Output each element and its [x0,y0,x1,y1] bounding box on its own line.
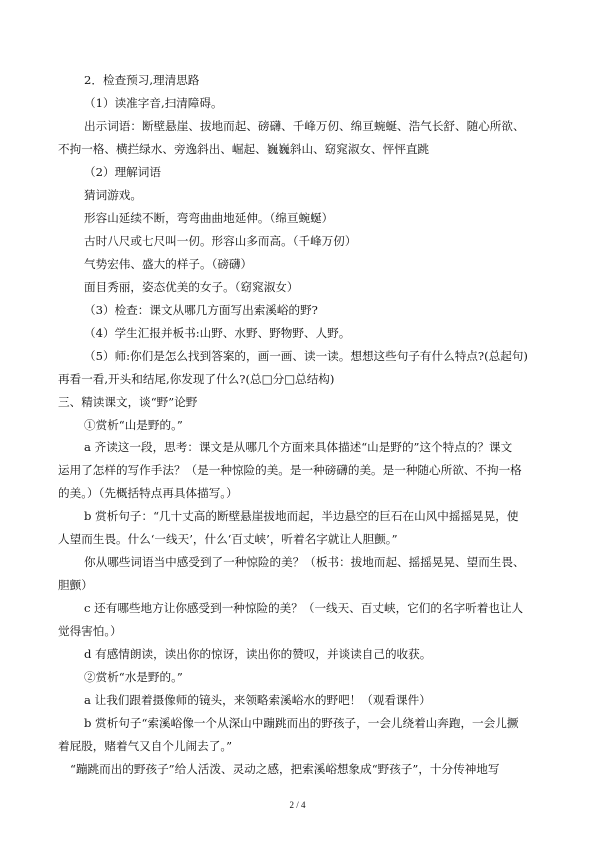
paragraph: 出示词语：断壁悬崖、拔地而起、磅礴、千峰万仞、绵亘蜿蜒、浩气长舒、随心所欲、 [84,119,525,133]
paragraph: b 赏析句子：“几十丈高的断壁悬崖拔地而起，半边悬空的巨石在山风中摇摇晃晃，使 [84,509,519,523]
paragraph: ②赏析“水是野的。” [84,670,183,684]
paragraph: a 让我们跟着摄像师的镜头，来领略索溪峪水的野吧！（观看课件） [84,693,431,707]
paragraph: 着屁股，赌着气又自个儿闹去了。” [58,739,233,753]
paragraph: （1）读准字音,扫清障碍。 [84,96,223,110]
paragraph: （3）检查：课文从哪几方面写出索溪峪的野? [84,303,318,317]
paragraph: （5）师:你们是怎么找到答案的，画一画、读一读。想想这些句子有什么特点?(总起句) [84,349,528,363]
paragraph: 猜词游戏。 [84,188,142,202]
paragraph: d 有感情朗读，读出你的惊讶，读出你的赞叹，并谈读自己的收获。 [84,647,432,661]
paragraph: 运用了怎样的写作手法？（是一种惊险的美。是一种磅礴的美。是一种随心所欲、不拘一格 [58,463,522,477]
paragraph: c 还有哪些地方让你感受到一种惊险的美？（一线天、百丈峡，它们的名字听着也让人 [84,601,524,615]
paragraph: “蹦跳而出的野孩子”给人活泼、灵动之感，把索溪峪想象成“野孩子”，十分传神地写 [70,762,500,776]
section-heading-check-preview: 2．检查预习,理清思路 [84,73,200,87]
paragraph: 气势宏伟、盛大的样子。（磅礴） [84,257,253,271]
paragraph: 形容山延续不断，弯弯曲曲地延伸。（绵亘蜿蜒） [84,211,334,225]
paragraph: ①赏析“山是野的。” [84,418,183,432]
paragraph: 再看一看,开头和结尾,你发现了什么?(总□分□总结构) [58,372,335,386]
paragraph: 不拘一格、横拦绿水、旁逸斜出、崛起、巍巍斜山、窈窕淑女、怦怦直跳 [58,142,430,156]
paragraph: b 赏析句子“索溪峪像一个从深山中蹦跳而出的野孩子，一会儿绕着山奔跑，一会儿撅 [84,716,519,730]
paragraph: （4）学生汇报并板书:山野、水野、野物野、人野。 [84,326,351,340]
paragraph: 古时八尺或七尺叫一仞。形容山多而高。（千峰万仞） [84,234,357,248]
paragraph: 你从哪些词语当中感受到了一种惊险的美？（板书：拔地而起、摇摇晃晃、望而生畏、 [84,555,525,569]
paragraph: 面目秀丽，姿态优美的女子。（窈窕淑女） [84,280,299,294]
section-heading-close-reading: 三、精读课文，谈“野”论野 [58,395,198,409]
paragraph: 的美。）（先概括特点再具体描写。） [58,486,238,500]
paragraph: a 齐读这一段，思考：课文是从哪几个方面来具体描述“山是野的”这个特点的？课文 [84,440,513,454]
page-number: 2 / 4 [289,800,306,810]
paragraph: 胆颤） [58,578,93,592]
paragraph: （2）理解词语 [84,165,161,179]
paragraph: 觉得害怕。） [58,624,122,638]
paragraph: 人望而生畏。什么‘一线天’，什么‘百丈峡’，听着名字就让人胆颤。” [58,532,398,546]
